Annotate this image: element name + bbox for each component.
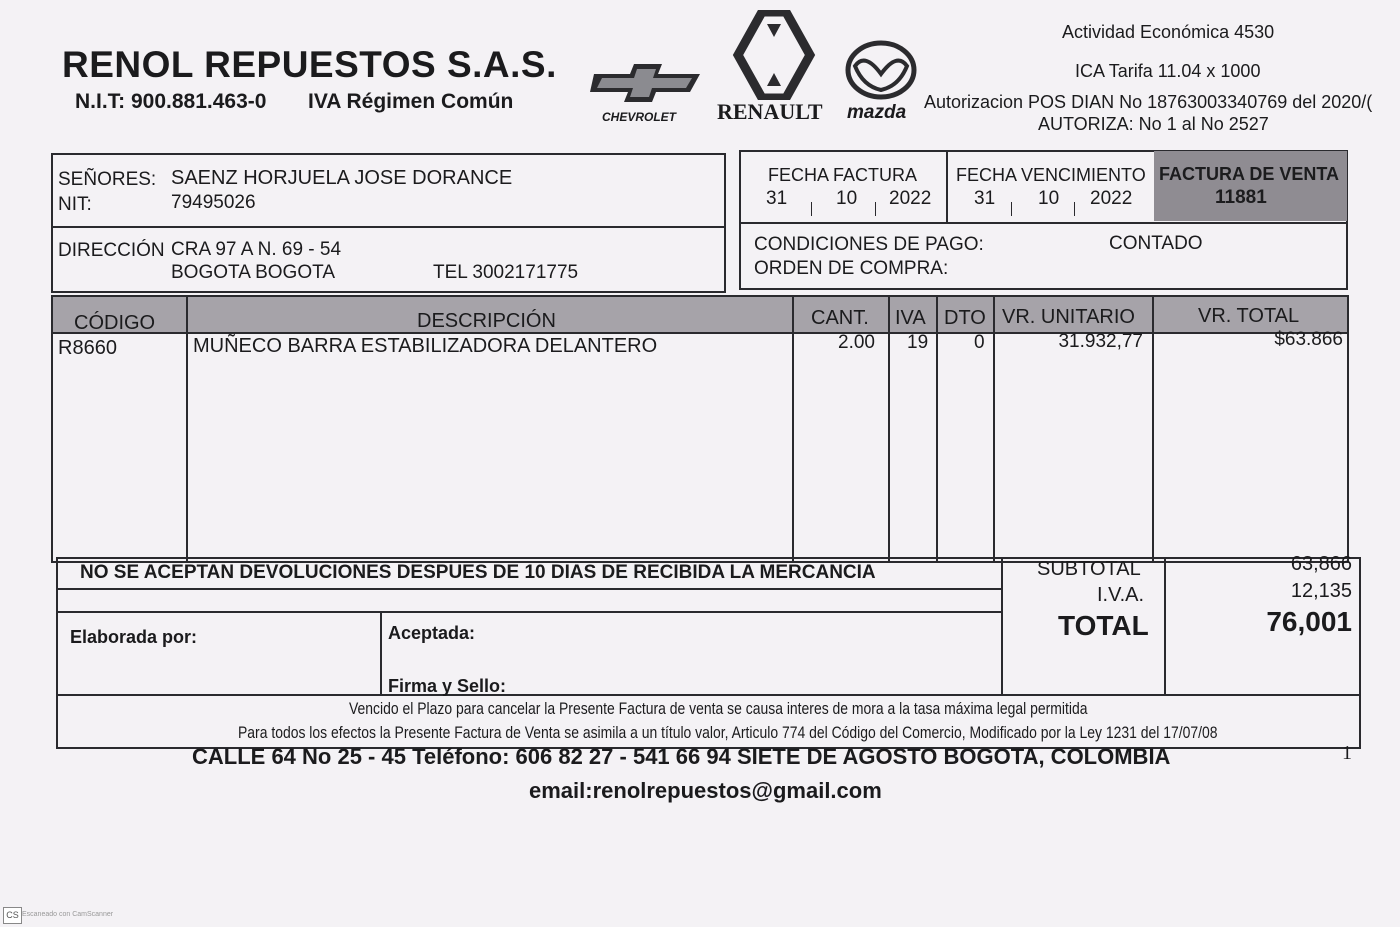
total-value: 76,001 — [1266, 606, 1352, 637]
chevrolet-logo — [590, 58, 705, 128]
notice-divider — [56, 588, 1001, 590]
date-separator — [1011, 202, 1012, 216]
invoice-date-day: 31 — [766, 188, 788, 209]
renault-wordmark: RENAULT — [717, 99, 823, 124]
signature-label: Firma y Sello: — [388, 676, 507, 696]
legal-interest-note: Vencido el Plazo para cancelar la Presente Factura de venta se causa interes de mora a la tasa máxima legal permitida — [349, 699, 1088, 718]
invoice-type-cell — [1154, 151, 1347, 221]
due-date-label: FECHA VENCIMIENTO — [956, 165, 1146, 185]
signature-top-line — [56, 611, 1001, 613]
due-date-month: 10 — [1038, 188, 1060, 209]
item-dto: 0 — [974, 332, 985, 353]
authorized-range: AUTORIZA: No 1 al No 2527 — [1038, 114, 1269, 134]
legal-top-line — [56, 694, 1361, 696]
company-nit: N.I.T: 900.881.463-0 — [75, 90, 267, 113]
signature-divider — [380, 611, 382, 694]
renault-logo — [712, 10, 837, 128]
invoice-date-label: FECHA FACTURA — [768, 165, 918, 185]
client-city: BOGOTA BOGOTA — [171, 262, 335, 283]
client-address: CRA 97 A N. 69 - 54 — [171, 239, 342, 260]
client-phone: TEL 3002171775 — [433, 262, 579, 283]
returns-notice: NO SE ACEPTAN DEVOLUCIONES DESPUES DE 10 DIAS DE RECIBIDA LA MERCANCIA — [80, 562, 876, 583]
subtotal-label: SUBTOTAL — [1037, 558, 1141, 580]
due-date-day: 31 — [974, 188, 996, 209]
items-header-divider — [51, 332, 1349, 334]
scanner-badge: CS — [3, 907, 22, 924]
client-divider — [51, 226, 726, 228]
col-divider — [993, 295, 995, 561]
header-cant: CANT. — [811, 307, 869, 329]
col-divider — [1152, 295, 1154, 561]
iva-label: I.V.A. — [1097, 584, 1145, 606]
store-address: CALLE 64 No 25 - 45 Teléfono: 606 82 27 - 541 66 94 SIETE DE AGOSTO BOGOTA, COLOMBIA — [192, 744, 1171, 769]
due-date-year: 2022 — [1090, 188, 1133, 209]
total-label: TOTAL — [1058, 610, 1149, 641]
item-unitario: 31.932,77 — [1058, 331, 1143, 352]
invoice-number: 11881 — [1215, 187, 1267, 208]
date-separator — [811, 202, 812, 216]
economic-activity: Actividad Económica 4530 — [1062, 22, 1275, 42]
totals-mid-border — [1164, 557, 1166, 694]
item-iva: 19 — [907, 332, 929, 353]
payment-terms-label: CONDICIONES DE PAGO: — [754, 234, 984, 255]
company-name: RENOL REPUESTOS S.A.S. — [62, 44, 557, 85]
store-email: email:renolrepuestos@gmail.com — [529, 778, 882, 803]
scanner-watermark: Escaneado con CamScanner — [22, 911, 114, 918]
address-label: DIRECCIÓN — [58, 240, 165, 261]
chevrolet-bowtie-icon — [590, 58, 705, 103]
col-divider — [936, 295, 938, 561]
item-codigo: R8660 — [58, 337, 117, 359]
col-divider — [186, 295, 188, 561]
client-name: SAENZ HORJUELA JOSE DORANCE — [171, 167, 513, 189]
ica-rate: ICA Tarifa 11.04 x 1000 — [1075, 61, 1261, 81]
mazda-logo — [843, 40, 923, 126]
date-separator — [875, 202, 876, 216]
header-iva: IVA — [895, 307, 926, 329]
accepted-label: Aceptada: — [388, 623, 476, 643]
payment-terms-value: CONTADO — [1109, 233, 1203, 254]
item-cant: 2.00 — [838, 332, 875, 353]
client-nit: 79495026 — [171, 192, 256, 213]
invoice-date-month: 10 — [836, 188, 858, 209]
chevrolet-wordmark: CHEVROLET — [602, 110, 677, 124]
item-total: $63.866 — [1274, 329, 1343, 350]
invoice-date-year: 2022 — [889, 188, 932, 209]
mazda-wordmark: mazda — [847, 102, 907, 123]
invoice-type-label: FACTURA DE VENTA — [1159, 164, 1339, 184]
legal-title-note: Para todos los efectos la Presente Factura de Venta se asimila a un título valor, Articulo 774 del Código del Comercio, Modificado por la Ley 1231 del 17/07/08 — [238, 723, 1218, 742]
subtotal-value: 63,866 — [1290, 553, 1352, 575]
invoice-divider — [739, 222, 1348, 224]
header-unitario: VR. UNITARIO — [1002, 306, 1135, 328]
col-divider — [792, 295, 794, 561]
iva-value: 12,135 — [1290, 580, 1352, 602]
senores-label: SEÑORES: — [58, 169, 157, 190]
header-dto: DTO — [944, 307, 986, 329]
renault-diamond-icon — [712, 10, 837, 100]
client-nit-label: NIT: — [58, 194, 92, 215]
header-codigo: CÓDIGO — [74, 312, 156, 334]
item-descripcion: MUÑECO BARRA ESTABILIZADORA DELANTERO — [193, 335, 658, 357]
date-separator — [1074, 202, 1075, 216]
mazda-emblem-icon — [843, 40, 919, 100]
purchase-order-label: ORDEN DE COMPRA: — [754, 258, 949, 279]
company-regime: IVA Régimen Común — [308, 90, 514, 113]
col-divider — [888, 295, 890, 561]
header-total: VR. TOTAL — [1198, 305, 1300, 327]
totals-left-border — [1001, 557, 1003, 694]
dian-authorization: Autorizacion POS DIAN No 18763003340769 del 2020/( — [924, 92, 1373, 112]
page-number: 1 — [1342, 742, 1352, 764]
invoice-col-divider — [946, 150, 948, 222]
elaborated-by-label: Elaborada por: — [70, 627, 198, 647]
header-descripcion: DESCRIPCIÓN — [417, 310, 556, 332]
